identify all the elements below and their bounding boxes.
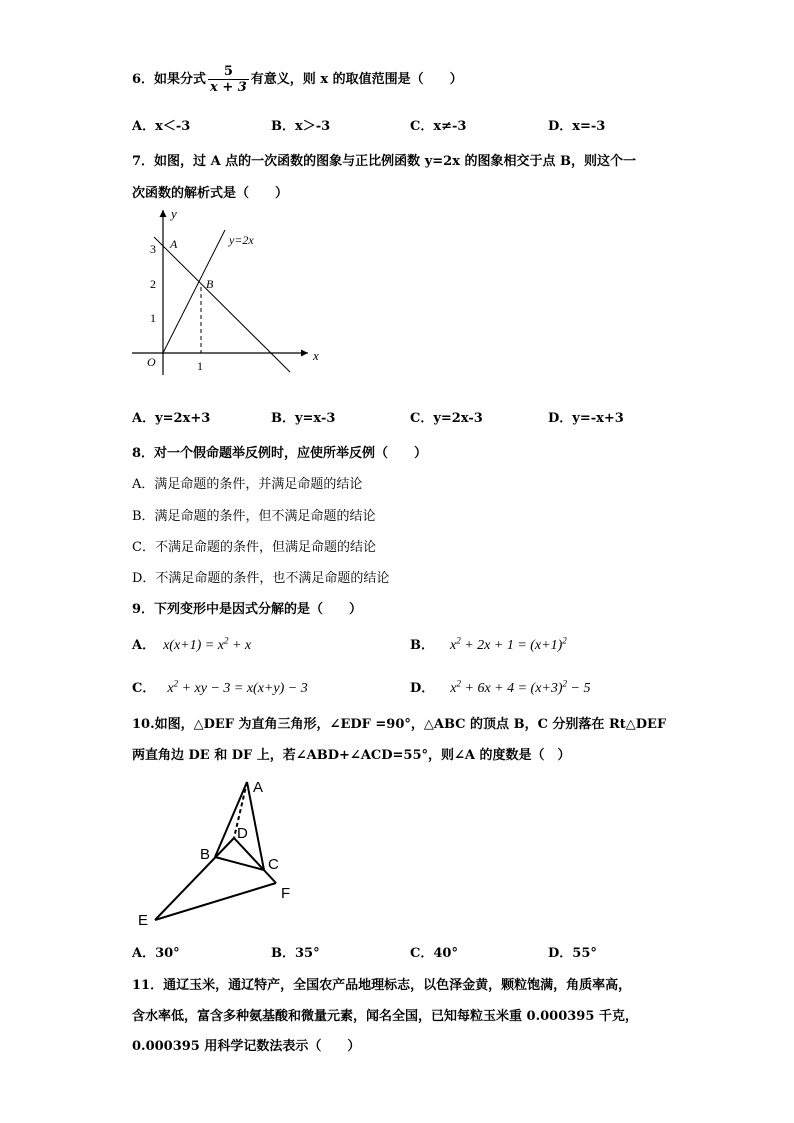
- vertex-b-label: B: [200, 846, 211, 863]
- q8-stem: 8．对一个假命题举反例时，应使所举反例（ ）: [132, 446, 428, 461]
- q8-option-c: C．不满足命题的条件，但满足命题的结论: [132, 540, 376, 555]
- q11-stem-line1: 11．通辽玉米，通辽特产，全国农产品地理标志，以色泽金黄，颗粒饱满，角质率高，: [132, 978, 632, 993]
- point-b-label: B: [206, 277, 214, 291]
- vertex-c-label: C: [268, 856, 279, 873]
- q9-label-c: C．: [132, 681, 156, 696]
- q6-option-d: D．x=-3: [548, 119, 606, 134]
- vertex-a-label: A: [253, 779, 264, 796]
- q7-option-c: C．y=2x-3: [410, 411, 483, 426]
- q7-graph: [128, 200, 343, 380]
- q6-option-a: A．x＜-3: [132, 119, 191, 134]
- q7-option-b: B．y=x-3: [271, 411, 336, 426]
- tick-label-1: 1: [150, 311, 156, 325]
- q6-prefix: 6．如果分式: [132, 72, 207, 87]
- q9-option-c: [132, 677, 308, 697]
- q7-option-d: D．y=-x+3: [548, 411, 624, 426]
- q11-stem-line3: 0.000395 用科学记数法表示（ ）: [132, 1039, 361, 1054]
- q9-expr-d: $x^2 + 6x + 4 = (x+3)^2 - 5$: [450, 678, 591, 696]
- q6-option-b: B．x＞-3: [271, 119, 331, 134]
- q9-expr-a: $x(x+1) = x^2 + x$: [163, 635, 252, 653]
- q9-option-b: [410, 634, 567, 654]
- q9-stem: 9．下列变形中是因式分解的是（ ）: [132, 602, 363, 617]
- y-axis-label: y: [171, 206, 177, 221]
- q6-option-c: C．x≠-3: [410, 119, 467, 134]
- q7-option-a: A．y=2x+3: [132, 411, 211, 426]
- q10-stem-line2: 两直角边 DE 和 DF 上，若∠ABD+∠ACD=55°，则∠A 的度数是（ ）: [132, 748, 571, 763]
- q9-option-a: [132, 634, 251, 654]
- q9-label-d: D．: [410, 681, 435, 696]
- vertex-f-label: F: [281, 885, 291, 902]
- q8-option-a: A．满足命题的条件，并满足命题的结论: [132, 477, 363, 492]
- q6-stem: [132, 64, 463, 95]
- q6-frac-numerator: 5: [223, 64, 233, 79]
- vertex-e-label: E: [138, 912, 149, 929]
- q9-label-b: B．: [410, 638, 434, 653]
- q8-option-d: D．不满足命题的条件，也不满足命题的结论: [132, 571, 390, 586]
- q10-stem-line1: 10.如图，△DEF 为直角三角形，∠EDF =90°，△ABC 的顶点 B，C 分别落在 Rt△DEF: [132, 717, 667, 732]
- q10-option-d: D．55°: [548, 946, 597, 961]
- q6-suffix: 有意义，则 x 的取值范围是（ ）: [250, 72, 463, 87]
- x-axis-label: x: [313, 348, 319, 363]
- q10-option-c: C．40°: [410, 946, 458, 961]
- tick-label-3: 3: [150, 242, 156, 256]
- q9-expr-c: $x^2$ + xy − 3 = x(x+y) − 3: [167, 678, 308, 696]
- q6-fraction: [208, 64, 249, 95]
- q9-option-d: [410, 677, 591, 697]
- q8-option-b: B．满足命题的条件，但不满足命题的结论: [132, 509, 376, 524]
- line-label-y2x: y=2x: [229, 233, 254, 247]
- origin-label: O: [147, 355, 156, 369]
- tick-label-x1: 1: [197, 359, 203, 373]
- q9-label-a: A．: [132, 638, 156, 653]
- q10-option-a: A．30°: [132, 946, 180, 961]
- q10-figure: [132, 770, 302, 930]
- q9-expr-b: $x^2 + 2x + 1 = (x+1)^2$: [450, 635, 567, 653]
- q7-stem-line1: 7．如图，过 A 点的一次函数的图象与正比例函数 y=2x 的图象相交于点 B，则这个一: [132, 154, 636, 169]
- line-through-a: [154, 237, 290, 372]
- q10-option-b: B．35°: [271, 946, 320, 961]
- q11-stem-line2: 含水率低，富含多种氨基酸和微量元素，闻名全国，已知每粒玉米重 0.000395 千克，: [132, 1009, 638, 1024]
- q7-stem-line2: 次函数的解析式是（ ）: [132, 186, 289, 201]
- point-a-label: A: [170, 237, 178, 251]
- q6-frac-denominator: x + 3: [210, 80, 247, 95]
- tick-label-2: 2: [150, 277, 156, 291]
- vertex-d-label: D: [237, 825, 248, 842]
